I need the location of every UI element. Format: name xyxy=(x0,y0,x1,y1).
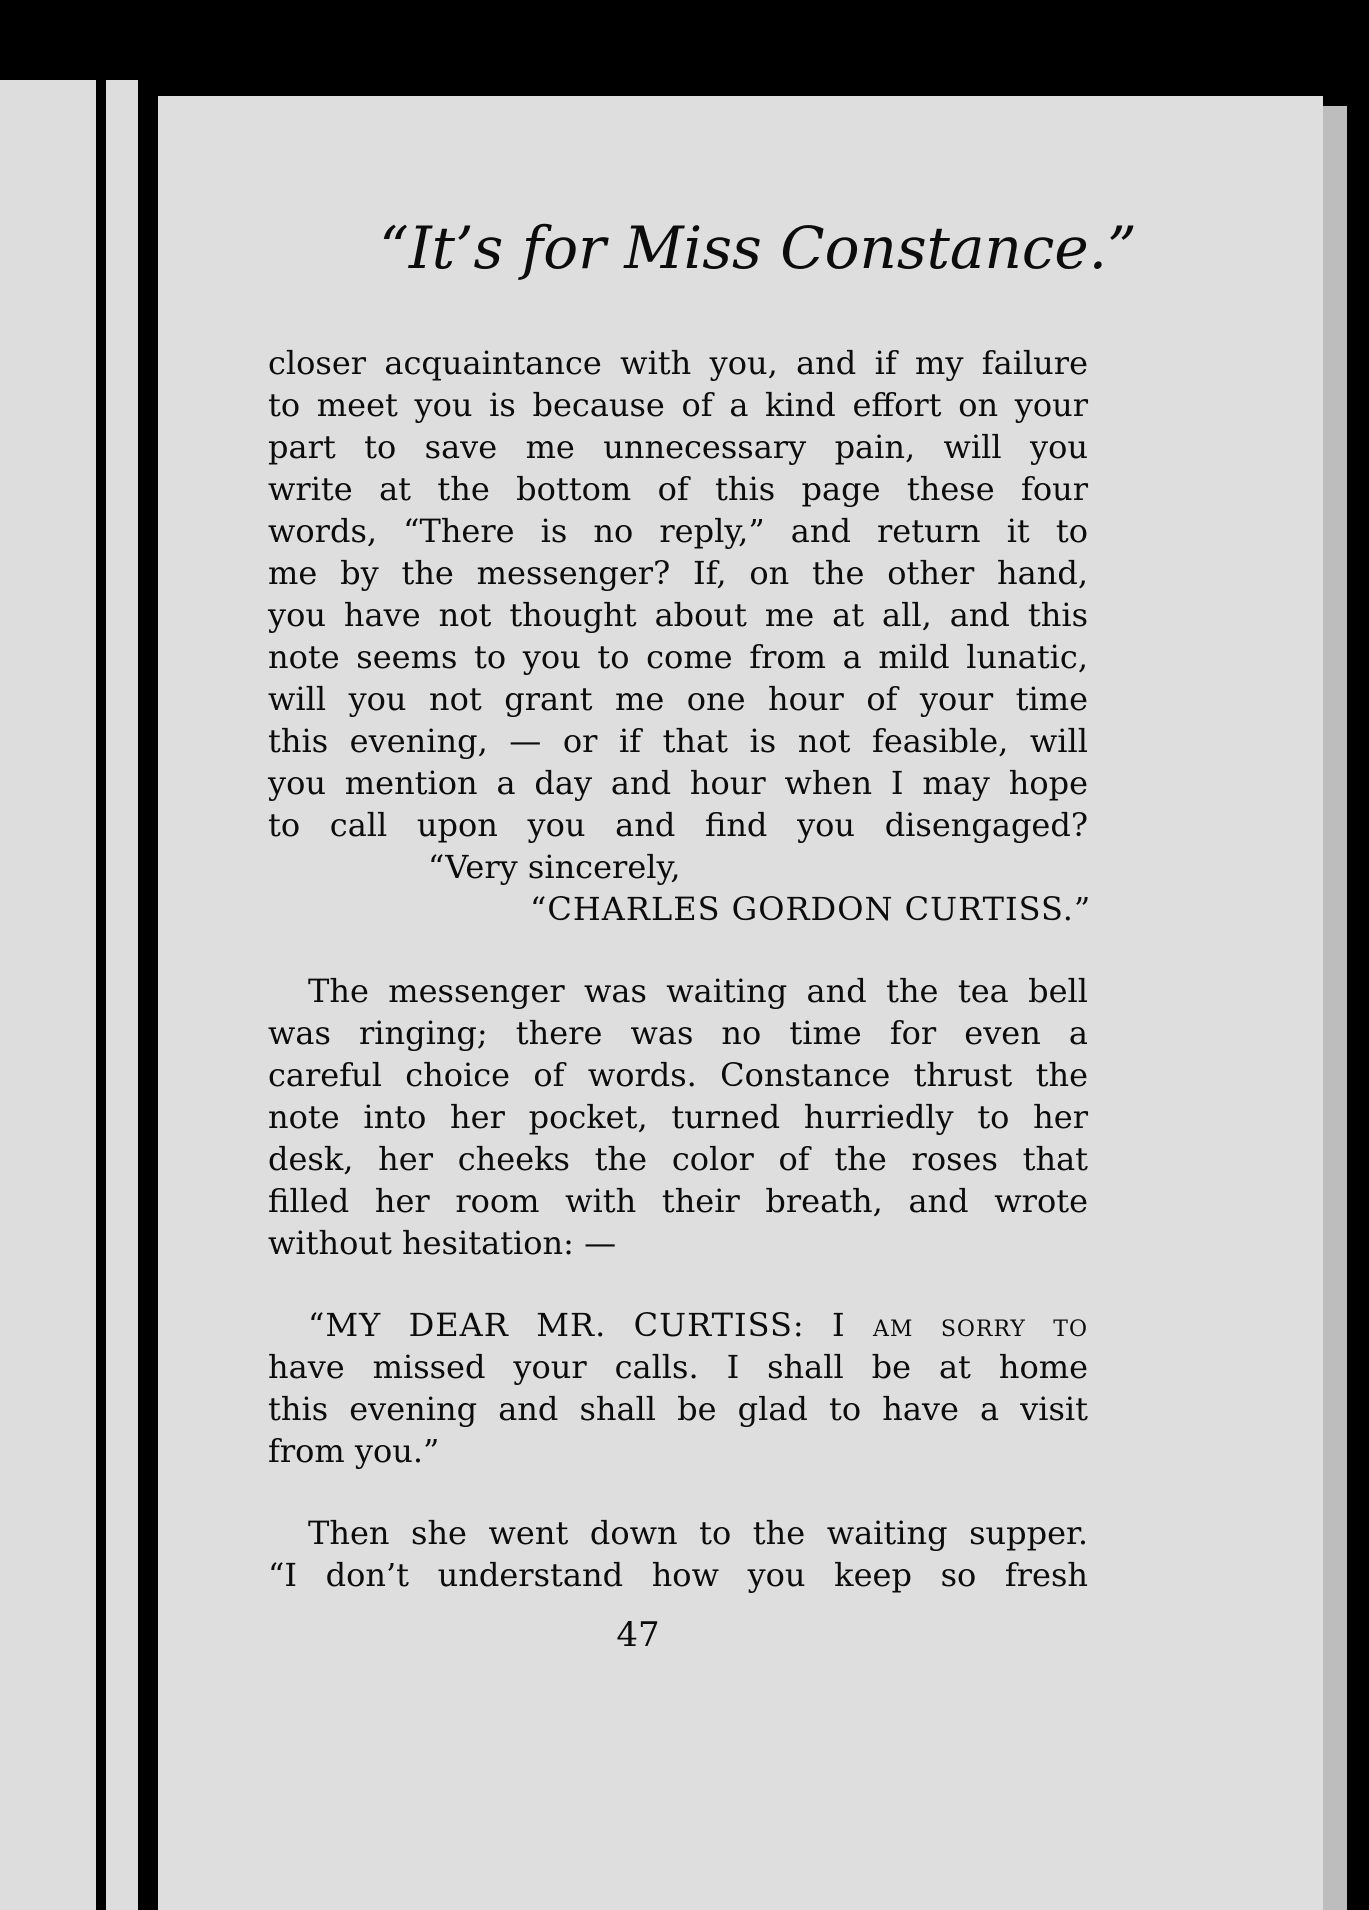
text-line: will you not grant me one hour of your time xyxy=(268,680,1088,718)
paragraph-gap xyxy=(268,1264,1088,1304)
text-line: note seems to you to come from a mild lunatic, xyxy=(268,638,1088,676)
text-line: was ringing; there was no time for even a xyxy=(268,1014,1088,1052)
book-gutter xyxy=(138,80,160,1910)
paragraph-gap xyxy=(268,1472,1088,1512)
text-line: The messenger was waiting and the tea bell xyxy=(308,972,1088,1010)
text-line: “I don’t understand how you keep so fresh xyxy=(268,1556,1088,1594)
facing-page-edge xyxy=(0,80,138,1910)
text-line: desk, her cheeks the color of the roses that xyxy=(268,1140,1088,1178)
page-fore-edge xyxy=(1323,106,1347,1910)
text-line: part to save me unnecessary pain, will you xyxy=(268,428,1088,466)
text-line: filled her room with their breath, and wrote xyxy=(268,1182,1088,1220)
text-line: you have not thought about me at all, and this xyxy=(268,596,1088,634)
text-line: careful choice of words. Constance thrust the xyxy=(268,1056,1088,1094)
text-line: to meet you is because of a kind effort on your xyxy=(268,386,1088,424)
reply-line: have missed your calls. I shall be at home xyxy=(268,1348,1088,1386)
letter-signature: “CHARLES GORDON CURTISS.” xyxy=(530,890,1092,928)
text-line: note into her pocket, turned hurriedly to her xyxy=(268,1098,1088,1136)
paragraph-gap xyxy=(268,930,1088,970)
text-line: words, “There is no reply,” and return it to xyxy=(268,512,1088,550)
letter-closing: “Very sincerely, xyxy=(428,848,681,886)
text-line: this evening, — or if that is not feasible, will xyxy=(268,722,1088,760)
reply-line: from you.” xyxy=(268,1432,440,1470)
reply-line: this evening and shall be glad to have a visit xyxy=(268,1390,1088,1428)
text-line: Then she went down to the waiting supper. xyxy=(308,1514,1088,1552)
text-line: write at the bottom of this page these four xyxy=(268,470,1088,508)
reply-line: “MY DEAR MR. CURTISS: I am sorry to xyxy=(308,1306,1088,1344)
text-line: you mention a day and hour when I may hope xyxy=(268,764,1088,802)
page-number: 47 xyxy=(616,1615,660,1655)
text-line: closer acquaintance with you, and if my failure xyxy=(268,344,1088,382)
text-line: without hesitation: — xyxy=(268,1224,617,1262)
body-text xyxy=(268,342,1092,1596)
text-line: me by the messenger? If, on the other hand, xyxy=(268,554,1088,592)
text-line: to call upon you and find you disengaged? xyxy=(268,806,1088,844)
running-head: “It’s for Miss Constance.” xyxy=(379,214,1137,282)
book-page xyxy=(158,96,1323,1910)
facing-page-border xyxy=(96,80,106,1910)
